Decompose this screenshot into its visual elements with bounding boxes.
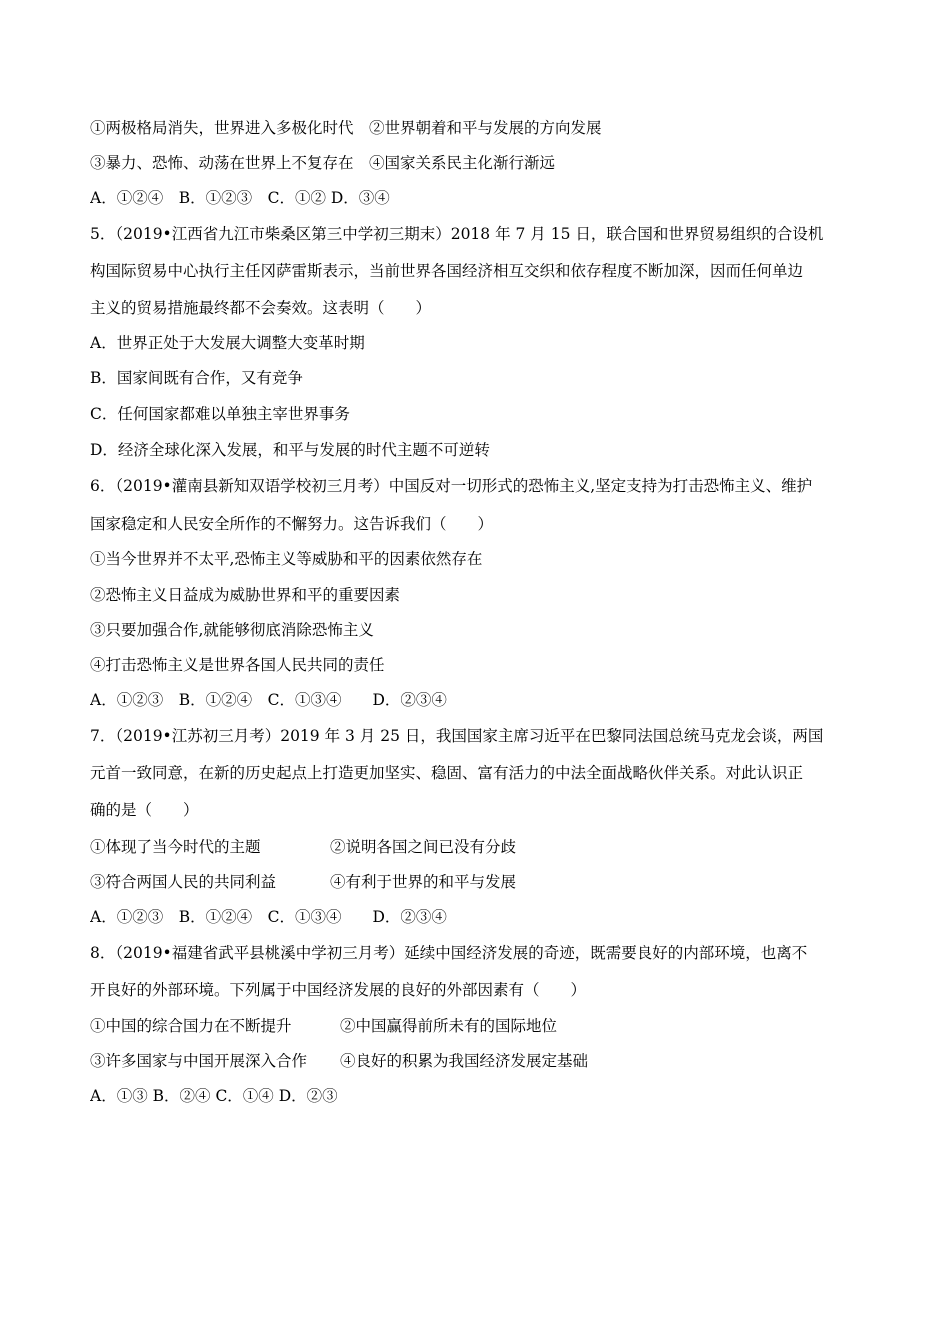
- q8-items-row-1: [90, 1016, 870, 1036]
- q6-item-4: ④打击恐怖主义是世界各国人民共同的责任: [90, 656, 385, 674]
- q4-answer-choices: A．①②④ B．①②③ C．①② D．③④: [90, 189, 390, 207]
- q5-option-b: B．国家间既有合作，又有竞争: [90, 369, 303, 387]
- q5-option-c: C．任何国家都难以单独主宰世界事务: [90, 405, 350, 423]
- q7-item-3: ③符合两国人民的共同利益: [90, 873, 277, 891]
- q7-answer-choices: A．①②③ B．①②④ C．①③④ D．②③④: [90, 908, 447, 926]
- q8-item-3: ③许多国家与中国开展深入合作: [90, 1052, 308, 1070]
- q8-items-row-2: [90, 1051, 870, 1071]
- q8-item-4: ④良好的积累为我国经济发展定基础: [340, 1052, 589, 1070]
- q5-stem-line-3: 主义的贸易措施最终都不会奏效。这表明（ ）: [90, 299, 432, 317]
- q7-items-row-2: [90, 872, 870, 892]
- q5-stem-line-2: 构国际贸易中心执行主任冈萨雷斯表示，当前世界各国经济相互交织和依存程度不断加深，因而任何单边: [90, 262, 804, 280]
- q7-items-row-1: [90, 837, 870, 857]
- q8-item-1: ①中国的综合国力在不断提升: [90, 1017, 292, 1035]
- q7-item-4: ④有利于世界的和平与发展: [330, 873, 517, 891]
- q6-stem-line-2: 国家稳定和人民安全所作的不懈努力。这告诉我们（ ）: [90, 515, 494, 533]
- q4-options-line-1: ①两极格局消失，世界进入多极化时代 ②世界朝着和平与发展的方向发展: [90, 119, 602, 137]
- q4-options-line-2: ③暴力、恐怖、动荡在世界上不复存在 ④国家关系民主化渐行渐远: [90, 154, 556, 172]
- q6-item-2: ②恐怖主义日益成为威胁世界和平的重要因素: [90, 586, 401, 604]
- q8-item-2: ②中国赢得前所未有的国际地位: [340, 1017, 558, 1035]
- q8-stem-line-2: 开良好的外部环境。下列属于中国经济发展的良好的外部因素有（ ）: [90, 981, 587, 999]
- q8-answer-choices: A．①③ B．②④ C．①④ D．②③: [90, 1087, 338, 1105]
- q6-answer-choices: A．①②③ B．①②④ C．①③④ D．②③④: [90, 691, 447, 709]
- q6-item-3: ③只要加强合作,就能够彻底消除恐怖主义: [90, 621, 374, 639]
- q7-stem-line-1: 7．（2019•江苏初三月考）2019 年 3 月 25 日，我国国家主席习近平在巴黎同法国总统马克龙会谈，两国: [90, 727, 824, 745]
- q7-stem-line-2: 元首一致同意，在新的历史起点上打造更加坚实、稳固、富有活力的中法全面战略伙伴关系。对此认识正: [90, 764, 804, 782]
- q6-item-1: ①当今世界并不太平,恐怖主义等威胁和平的因素依然存在: [90, 550, 483, 568]
- q8-stem-line-1: 8．（2019•福建省武平县桃溪中学初三月考）延续中国经济发展的奇迹，既需要良好的内部环境，也离不: [90, 944, 808, 962]
- q7-stem-line-3: 确的是（ ）: [90, 801, 199, 819]
- q7-item-1: ①体现了当今时代的主题: [90, 838, 261, 856]
- q6-stem-line-1: 6．（2019•灌南县新知双语学校初三月考）中国反对一切形式的恐怖主义,坚定支持为打击恐怖主义、维护: [90, 477, 813, 495]
- q5-option-a: A．世界正处于大发展大调整大变革时期: [90, 334, 365, 352]
- q5-stem-line-1: 5．（2019•江西省九江市柴桑区第三中学初三期末）2018 年 7 月 15 日，联合国和世界贸易组织的合设机: [90, 225, 824, 243]
- q5-option-d: D．经济全球化深入发展，和平与发展的时代主题不可逆转: [90, 441, 490, 459]
- q7-item-2: ②说明各国之间已没有分歧: [330, 838, 517, 856]
